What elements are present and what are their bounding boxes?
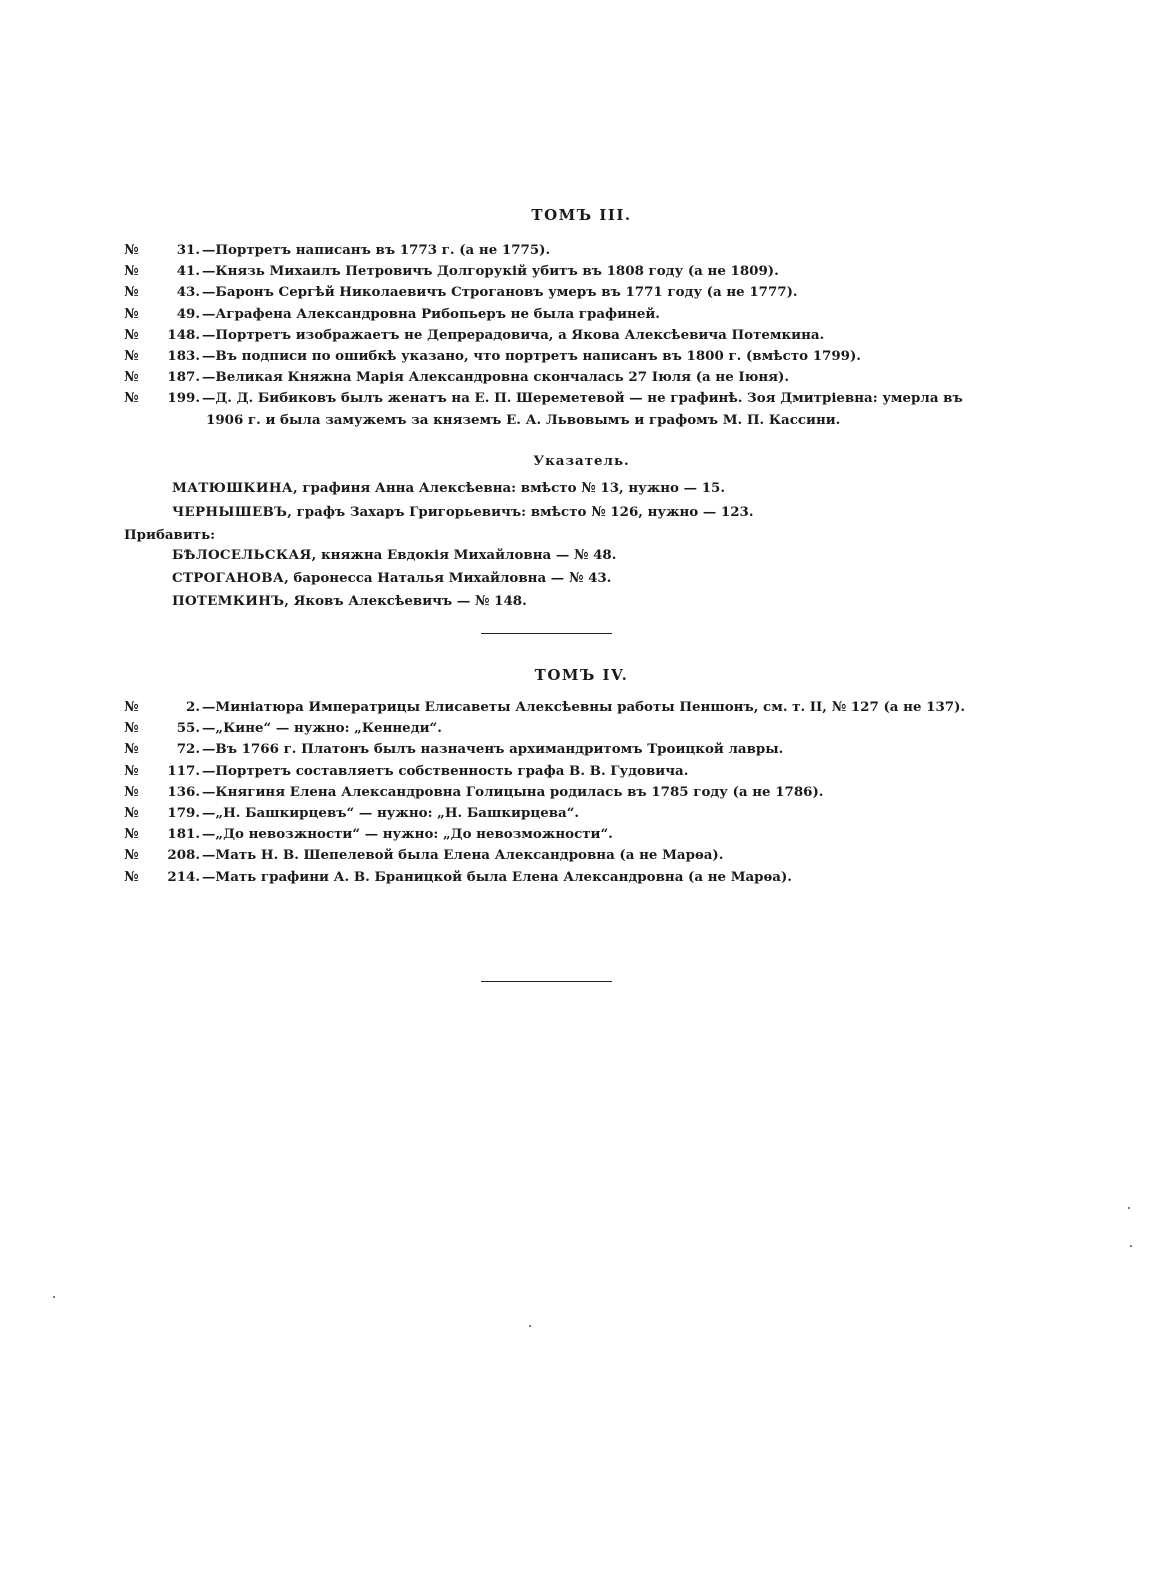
entry-row: [124, 867, 994, 888]
closing-divider: [481, 981, 612, 982]
paper-speck: [1128, 1207, 1130, 1209]
entry-row: [124, 761, 994, 782]
entry-text: —„Н. Башкирцевъ“ — нужно: „Н. Башкирцева“.: [202, 805, 580, 822]
entry-text-continuation: 1906 г. и была замужемъ за княземъ Е. А. Львовымъ и графомъ М. П. Кассини.: [206, 411, 841, 428]
index-correction: [172, 480, 725, 496]
entry-number: 41.: [176, 263, 200, 280]
index-details: , графъ Захаръ Григорьевичъ: вмѣсто № 126, нужно — 123.: [287, 504, 754, 520]
entry-number: 136.: [167, 783, 200, 800]
add-label: Прибавить:: [124, 527, 216, 543]
index-addition: [172, 593, 527, 609]
index-title: Указатель.: [533, 453, 630, 469]
entry-number: 179.: [167, 805, 200, 822]
entry-text: —„Кине“ — нужно: „Кеннеди“.: [202, 720, 442, 737]
number-sign: №: [124, 847, 139, 864]
number-sign: №: [124, 284, 139, 301]
entry-number: 183.: [167, 348, 200, 365]
index-details: , княжна Евдокія Михайловна — № 48.: [311, 547, 617, 563]
entry-row: [124, 782, 994, 803]
entry-row: [124, 388, 994, 430]
entry-row: [124, 803, 994, 824]
entry-text: —Портретъ изображаетъ не Депрерадовича, а Якова Алексѣевича Потемкина.: [202, 326, 825, 343]
index-surname: ЧЕРНЫШЕВЪ: [172, 504, 288, 520]
entry-text: —Въ подписи по ошибкѣ указано, что портретъ написанъ въ 1800 г. (вмѣсто 1799).: [202, 348, 861, 365]
entry-text-wrapper: [200, 388, 994, 430]
index-addition: [172, 570, 611, 586]
paper-speck: [1130, 1245, 1132, 1247]
paper-speck: [529, 1325, 531, 1327]
index-details: , баронесса Наталья Михайловна — № 43.: [284, 570, 612, 586]
number-sign: №: [124, 369, 139, 386]
volume-3-title: ТОМЪ III.: [531, 206, 632, 224]
entry-number: 72.: [176, 741, 200, 758]
entry-row: [124, 325, 994, 346]
entry-number: 31.: [176, 242, 200, 258]
number-sign: №: [124, 868, 139, 885]
entry-row: [124, 845, 994, 866]
section-divider: [481, 633, 612, 634]
index-surname: МАТЮШКИНА: [172, 480, 293, 496]
index-details: , графиня Анна Алексѣевна: вмѣсто № 13, нужно — 15.: [293, 480, 725, 496]
entry-text: —Д. Д. Бибиковъ былъ женатъ на Е. П. Шереметевой — не графинѣ. Зоя Дмитріевна: умерла въ: [202, 390, 963, 407]
entry-number: 187.: [167, 369, 200, 386]
entry-text: —Аграфена Александровна Рибопьеръ не была графиней.: [202, 305, 660, 322]
entry-row: [124, 261, 994, 282]
entry-number: 2.: [186, 699, 200, 715]
volume-3-entries: [124, 240, 994, 431]
index-surname: СТРОГАНОВА: [172, 570, 285, 586]
entry-row: [124, 697, 994, 718]
entry-text: —Миніатюра Императрицы Елисаветы Алексѣевны работы Пеншонъ, см. т. II, № 127 (а не 137).: [202, 699, 966, 715]
number-sign: №: [124, 720, 139, 737]
number-sign: №: [124, 242, 139, 258]
entry-row: [124, 739, 994, 760]
number-sign: №: [124, 348, 139, 365]
entry-number: 199.: [167, 390, 200, 407]
number-sign: №: [124, 741, 139, 758]
entry-text: —Мать Н. В. Шепелевой была Елена Александровна (а не Марѳа).: [202, 847, 724, 864]
number-sign: №: [124, 326, 139, 343]
entry-text: —Князь Михаилъ Петровичъ Долгорукій убитъ въ 1808 году (а не 1809).: [202, 263, 779, 280]
volume-4-title: ТОМЪ IV.: [534, 666, 629, 684]
entry-number: 49.: [176, 305, 200, 322]
index-details: , Яковъ Алексѣевичъ — № 148.: [284, 593, 527, 609]
paper-speck: [53, 1296, 55, 1298]
number-sign: №: [124, 762, 139, 779]
entry-text: —Княгиня Елена Александровна Голицына родилась въ 1785 году (а не 1786).: [202, 783, 824, 800]
entry-number: 43.: [176, 284, 200, 301]
number-sign: №: [124, 699, 139, 715]
entry-row: [124, 282, 994, 303]
number-sign: №: [124, 263, 139, 280]
index-addition: [172, 547, 616, 563]
entry-row: [124, 367, 994, 388]
number-sign: №: [124, 305, 139, 322]
volume-4-entries: [124, 697, 994, 888]
entry-text: —Въ 1766 г. Платонъ былъ назначенъ архимандритомъ Троицкой лавры.: [202, 741, 784, 758]
entry-text: —„До невозжности“ — нужно: „До невозможности“.: [202, 826, 613, 843]
index-surname: ПОТЕМКИНЪ: [172, 593, 285, 609]
index-surname: БѢЛОСЕЛЬСКАЯ: [172, 547, 312, 563]
number-sign: №: [124, 805, 139, 822]
entry-text: —Великая Княжна Марія Александровна скончалась 27 Іюля (а не Іюня).: [202, 369, 790, 386]
entry-text: —Портретъ составляетъ собственность графа В. В. Гудовича.: [202, 762, 689, 779]
entry-row: [124, 240, 994, 261]
index-correction: [172, 504, 754, 520]
number-sign: №: [124, 390, 139, 407]
entry-number: 117.: [167, 762, 200, 779]
entry-number: 181.: [167, 826, 200, 843]
entry-row: [124, 718, 994, 739]
entry-number: 55.: [176, 720, 200, 737]
entry-number: 214.: [167, 868, 200, 885]
entry-row: [124, 304, 994, 325]
entry-number: 148.: [167, 326, 200, 343]
entry-text: —Баронъ Сергѣй Николаевичъ Строгановъ умеръ въ 1771 году (а не 1777).: [202, 284, 798, 301]
number-sign: №: [124, 783, 139, 800]
entry-text: —Мать графини А. В. Браницкой была Елена Александровна (а не Марѳа).: [202, 868, 792, 885]
entry-text: —Портретъ написанъ въ 1773 г. (а не 1775).: [202, 242, 551, 258]
entry-row: [124, 824, 994, 845]
entry-number: 208.: [167, 847, 200, 864]
entry-row: [124, 346, 994, 367]
number-sign: №: [124, 826, 139, 843]
